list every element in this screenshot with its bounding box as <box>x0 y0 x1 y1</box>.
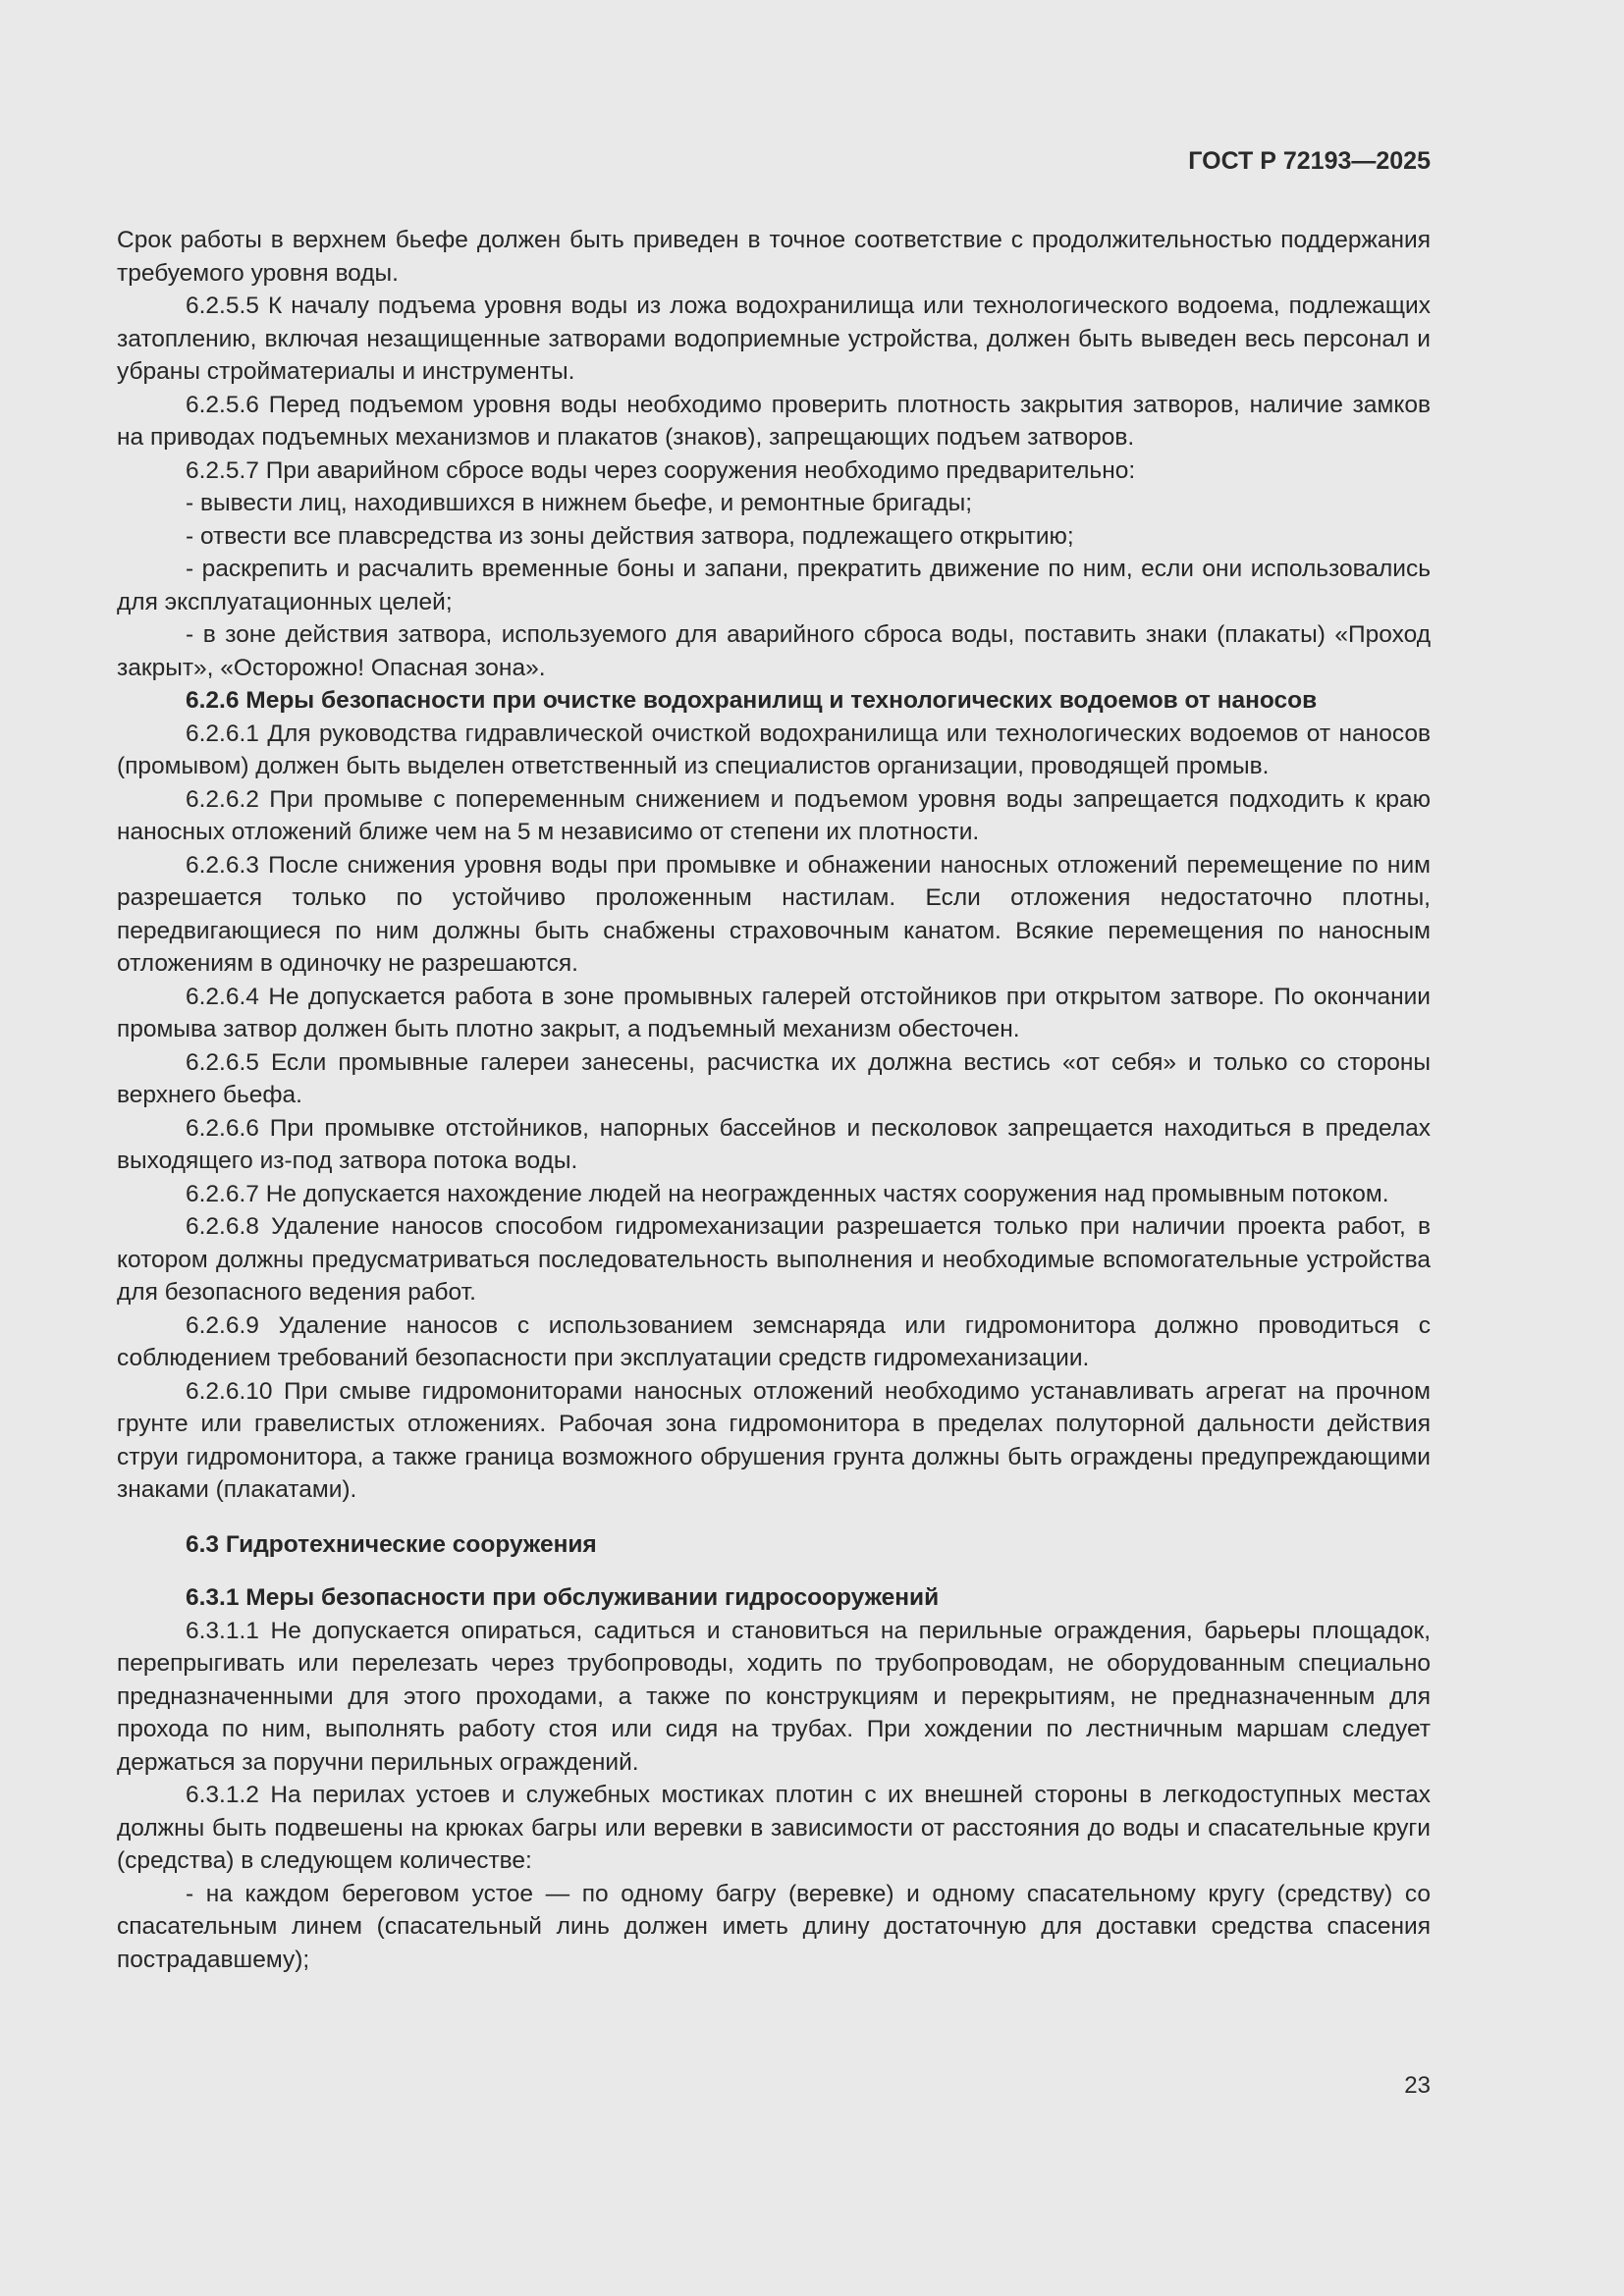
paragraph: 6.2.5.6 Перед подъемом уровня воды необходимо проверить плотность закрытия затворов, наличие замков на приводах подъемных механизмов и плакатов (знаков), запрещающих подъем затворов. <box>117 391 1431 451</box>
paragraph: 6.2.6.9 Удаление наносов с использованием земснаряда или гидромонитора должно проводиться с соблюдением требований безопасности при эксплуатации средств гидромеханизации. <box>117 1311 1431 1371</box>
document-body <box>117 224 1431 1976</box>
page-number: 23 <box>1404 2072 1431 2099</box>
paragraph: 6.2.6.4 Не допускается работа в зоне промывных галерей отстойников при открытом затворе. По окончании промыва затвор должен быть плотно закрыт, а подъемный механизм обесточен. <box>117 983 1431 1042</box>
list-item: - раскрепить и расчалить временные боны и запани, прекратить движение по ним, если они использовались для эксплуатационных целей; <box>117 556 1431 615</box>
paragraph: Срок работы в верхнем бьефе должен быть приведен в точное соответствие с продолжительностью поддержания требуемого уровня воды. <box>117 227 1431 287</box>
paragraph: 6.2.6.1 Для руководства гидравлической очисткой водохранилища или технологических водоемов от наносов (промывом) должен быть выделен ответственный из специалистов организации, проводящей промыв. <box>117 720 1431 779</box>
paragraph: 6.3.1.1 Не допускается опираться, садиться и становиться на перильные ограждения, барьеры площадок, перепрыгивать или перелезать через трубопроводы, ходить по трубопроводам, не оборудованным специально предназначенными для этого проходами, а также по конструкциям и перекрытиям, не предназначенным для прохода по ним, выполнять работу стоя или сидя на трубах. При хождении по лестничным маршам следует держаться за поручни перильных ограждений. <box>117 1617 1431 1776</box>
subsection-heading: 6.3.1 Меры безопасности при обслуживании гидросооружений <box>186 1584 940 1611</box>
paragraph: 6.2.6.2 При промыве с попеременным снижением и подъемом уровня воды запрещается подходить к краю наносных отложений ближе чем на 5 м независимо от степени их плотности. <box>117 785 1431 845</box>
list-item: - на каждом береговом устое — по одному багру (веревке) и одному спасательному кругу (средству) со спасательным линем (спасательный линь должен иметь длину достаточную для доставки средства спасения пострадавшему); <box>117 1880 1431 1973</box>
document-header: ГОСТ Р 72193—2025 <box>1188 147 1431 175</box>
paragraph: 6.2.6.3 После снижения уровня воды при промывке и обнажении наносных отложений перемещение по ним разрешается только по устойчиво проложенным настилам. Если отложения недостаточно плотны, передвигающиеся по ним должны быть снабжены страховочным канатом. Всякие перемещения по наносным отложениям в одиночку не разрешаются. <box>117 851 1431 977</box>
paragraph: 6.2.6.8 Удаление наносов способом гидромеханизации разрешается только при наличии проекта работ, в котором должны предусматриваться последовательность выполнения и необходимые вспомогательные устройства для безопасного ведения работ. <box>117 1213 1431 1306</box>
paragraph: 6.2.6.5 Если промывные галереи занесены, расчистка их должна вестись «от себя» и только со стороны верхнего бьефа. <box>117 1048 1431 1108</box>
paragraph: 6.2.5.5 К началу подъема уровня воды из ложа водохранилища или технологического водоема, подлежащих затоплению, включая незащищенные затворами водоприемные устройства, должен быть выведен весь персонал и убраны стройматериалы и инструменты. <box>117 293 1431 385</box>
paragraph: 6.2.6.7 Не допускается нахождение людей на неогражденных частях сооружения над промывным потоком. <box>186 1180 1389 1207</box>
subsection-heading: 6.2.6 Меры безопасности при очистке водохранилищ и технологических водоемов от наносов <box>186 687 1318 714</box>
section-heading: 6.3 Гидротехнические сооружения <box>186 1530 597 1558</box>
paragraph: 6.2.6.6 При промывке отстойников, напорных бассейнов и песколовок запрещается находиться в пределах выходящего из-под затвора потока воды. <box>117 1114 1431 1174</box>
list-item: - отвести все плавсредства из зоны действия затвора, подлежащего открытию; <box>186 522 1074 550</box>
paragraph: 6.2.5.7 При аварийном сбросе воды через сооружения необходимо предварительно: <box>186 456 1136 484</box>
paragraph: 6.3.1.2 На перилах устоев и служебных мостиках плотин с их внешней стороны в легкодоступных местах должны быть подвешены на крюках багры или веревки в зависимости от расстояния до воды и спасательные круги (средства) в следующем количестве: <box>117 1782 1431 1874</box>
list-item: - вывести лиц, находившихся в нижнем бьефе, и ремонтные бригады; <box>186 490 973 516</box>
paragraph: 6.2.6.10 При смыве гидромониторами наносных отложений необходимо устанавливать агрегат на прочном грунте или гравелистых отложениях. Рабочая зона гидромонитора в пределах полуторной дальности действия струи гидромонитора, а также граница возможного обрушения грунта должны быть ограждены предупреждающими знаками (плакатами). <box>117 1377 1431 1503</box>
list-item: - в зоне действия затвора, используемого для аварийного сброса воды, поставить знаки (плакаты) «Проход закрыт», «Осторожно! Опасная зона». <box>117 621 1431 681</box>
